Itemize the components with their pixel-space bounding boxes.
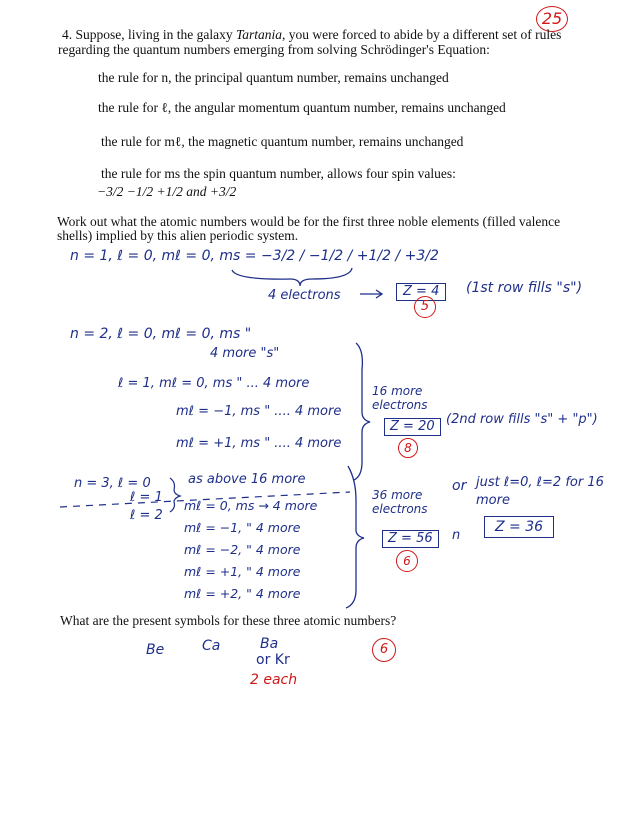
answer-each: 2 each xyxy=(250,672,298,688)
hw-row3-f: mℓ = −2, " 4 more xyxy=(184,542,301,557)
work-prompt-line-2: shells) implied by this alien periodic system. xyxy=(57,228,299,243)
galaxy-name: Tartania xyxy=(235,27,283,42)
question-text-b: , you were forced to abide by a different set of rules xyxy=(282,27,562,42)
rule-ml: the rule for mℓ, the magnetic quantum number, remains unchanged xyxy=(101,134,464,149)
rule-ms: the rule for ms the spin quantum number, allows four spin values: xyxy=(101,166,456,181)
answer-be: Be xyxy=(146,642,165,658)
question-number: 4. xyxy=(62,27,73,42)
hw-row1-score: 5 xyxy=(414,296,436,318)
answer-kr: or Kr xyxy=(256,652,290,668)
work-prompt-line-1: Work out what the atomic numbers would be for the first three noble elements (filled valence xyxy=(57,214,561,229)
hw-row3-alt-z-box: Z = 36 xyxy=(484,516,554,538)
hw-row2-c: ℓ = 1, mℓ = 0, ms " ... 4 more xyxy=(118,376,310,391)
hw-row3-b: ℓ = 1 xyxy=(130,490,163,505)
hw-row3-d: mℓ = 0, ms → 4 more xyxy=(184,498,318,513)
hw-row3-a: n = 3, ℓ = 0 xyxy=(74,476,151,491)
hw-row3-z-box: Z = 56 xyxy=(382,530,439,548)
hw-row2-b: 4 more "s" xyxy=(210,346,280,361)
rule-n: the rule for n, the principal quantum number, remains unchanged xyxy=(98,70,449,85)
answer-ba: Ba xyxy=(260,636,279,652)
hw-row2-e: mℓ = +1, ms " .... 4 more xyxy=(176,436,342,451)
spin-values: −3/2 −1/2 +1/2 and +3/2 xyxy=(97,184,237,199)
hw-row1-z-box: Z = 4 xyxy=(396,283,446,301)
answer-ca: Ca xyxy=(202,638,221,654)
answer-score: 6 xyxy=(372,638,396,662)
hw-row3-n: n xyxy=(452,528,461,543)
hw-row1-note: (1st row fills "s") xyxy=(466,280,583,296)
hw-row1: n = 1, ℓ = 0, mℓ = 0, ms = −3/2 / −1/2 / +1/2 / +3/2 xyxy=(70,248,439,264)
symbols-prompt: What are the present symbols for these three atomic numbers? xyxy=(60,613,397,628)
hw-row3-alt: just ℓ=0, ℓ=2 for 16 more xyxy=(476,475,604,508)
hw-row2-note: (2nd row fills "s" + "p") xyxy=(446,412,598,427)
hw-row2-score: 8 xyxy=(398,438,418,458)
hw-row3-e: mℓ = −1, " 4 more xyxy=(184,520,301,535)
hw-row3-above: as above 16 more xyxy=(188,472,306,487)
rule-l: the rule for ℓ, the angular momentum quantum number, remains unchanged xyxy=(98,100,506,115)
hw-row2-d: mℓ = −1, ms " .... 4 more xyxy=(176,404,342,419)
hw-row2-sum: 16 more electrons xyxy=(372,384,428,412)
hw-row3-g: mℓ = +1, " 4 more xyxy=(184,564,301,579)
question-line-2: regarding the quantum numbers emerging from solving Schrödinger's Equation: xyxy=(58,42,490,57)
hw-row3-or: or xyxy=(452,478,467,494)
hw-row1-electrons: 4 electrons xyxy=(268,288,341,303)
hw-row3-h: mℓ = +2, " 4 more xyxy=(184,586,301,601)
hw-row3-c: ℓ = 2 xyxy=(130,508,163,523)
hw-row3-sum: 36 more electrons xyxy=(372,488,428,516)
hw-row3-score: 6 xyxy=(396,550,418,572)
question-text-a: Suppose, living in the galaxy xyxy=(75,27,236,42)
hw-row2-a: n = 2, ℓ = 0, mℓ = 0, ms " xyxy=(70,326,252,342)
total-score: 25 xyxy=(536,6,568,32)
hw-row2-z-box: Z = 20 xyxy=(384,418,441,436)
